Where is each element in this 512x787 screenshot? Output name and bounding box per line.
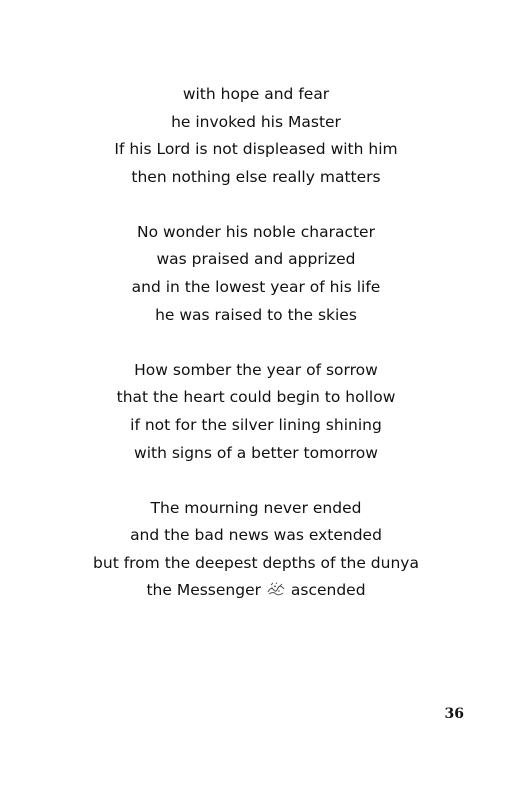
poem-line: with hope and fear — [182, 85, 330, 103]
stanza-4 — [0, 495, 512, 605]
poem-line: he invoked his Master — [171, 112, 341, 131]
poem-line: he was raised to the skies — [155, 305, 357, 324]
poem-line: then nothing else really matters — [131, 167, 381, 186]
stanza-2 — [0, 219, 512, 329]
poem — [0, 81, 512, 633]
poem-line: and in the lowest year of his life — [131, 278, 381, 297]
stanza-3 — [0, 357, 512, 467]
final-line-start: the Messenger — [146, 581, 261, 600]
poem-line: but from the deepest depths of the dunya — [93, 553, 419, 572]
poem-line: with signs of a better tomorrow — [134, 443, 378, 462]
final-line-end: ascended — [290, 581, 366, 600]
poem-line: The mourning never ended — [150, 498, 362, 517]
poem-line: How somber the year of sorrow — [134, 360, 378, 379]
page-number: 36 — [444, 706, 464, 722]
poem-line: was praised and apprized — [156, 250, 356, 269]
poem-final-line — [0, 577, 512, 605]
salawat-calligraphy-icon — [267, 582, 285, 596]
poem-line: that the heart could begin to hollow — [116, 388, 396, 407]
poem-line: No wonder his noble character — [137, 222, 375, 241]
poem-line: if not for the silver lining shining — [130, 415, 382, 434]
poem-line: If his Lord is not displeased with him — [114, 140, 398, 159]
stanza-1 — [0, 81, 512, 191]
poem-line: and the bad news was extended — [130, 526, 382, 545]
